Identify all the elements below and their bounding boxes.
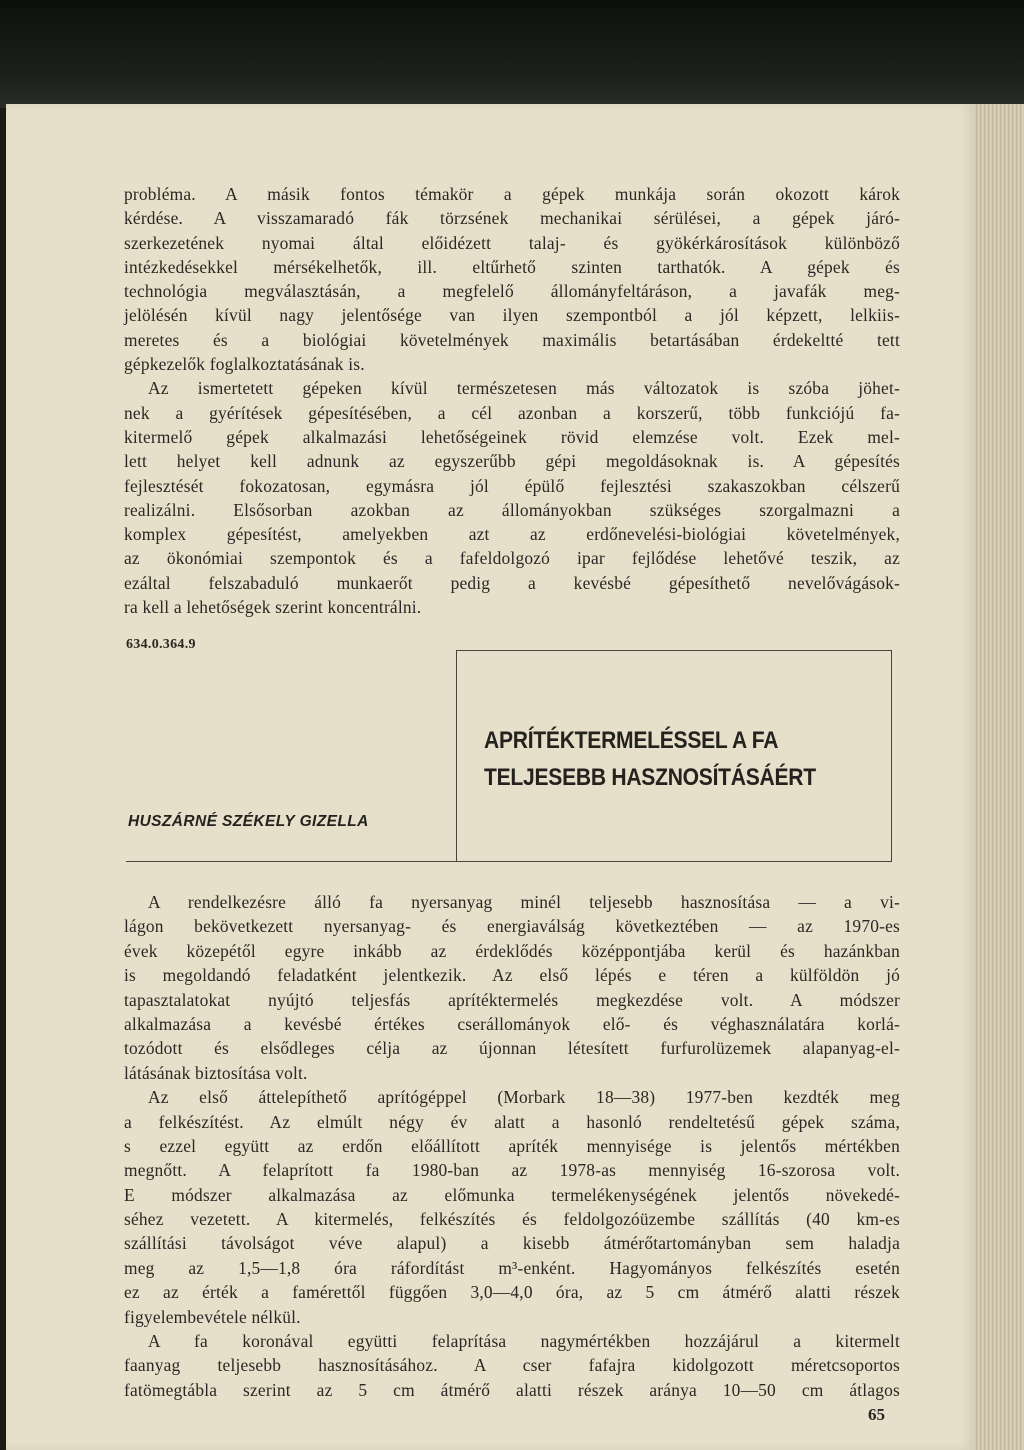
text-line: a felkészítést. Az elmúlt négy év alatt a hasonló rendeltetésű gépek száma,: [124, 1111, 900, 1132]
text-line: lágon bekövetkezett nyersanyag- és energiaválság következtében — az 1970-es: [124, 916, 900, 937]
text-line: A rendelkezésre álló fa nyersanyag minél teljesebb hasznosítása — a vi-: [148, 892, 900, 912]
text-line: évek közepétől egyre inkább az érdeklődés középpontjába kerül és hazánkban: [124, 940, 900, 961]
top-paragraphs: [124, 182, 900, 619]
text-line: technológia megválasztásán, a megfelelő állományfeltáráson, a javafák meg-: [124, 281, 900, 302]
text-line: figyelembevétele nélkül.: [124, 1306, 301, 1327]
text-line: tozódott és elsődleges célja az újonnan létesített furfurolüzemek alapanyag-el-: [124, 1038, 900, 1059]
text-line: fejlesztését fokozatosan, egymásra jól épülő fejlesztési szakaszokban célszerű: [124, 475, 900, 496]
text-line: nek a gyérítések gépesítésében, a cél azonban a korszerű, több funkciójú fa-: [124, 402, 900, 423]
article-title-line-1: APRÍTÉKTERMELÉSSEL A FA: [484, 727, 779, 754]
title-box-left-rule: [456, 650, 457, 862]
text-line: fatömegtábla szerint az 5 cm átmérő alatti részek aránya 10—50 cm átlagos: [124, 1379, 900, 1400]
text-line: s ezzel együtt az erdőn előállított apríték mennyisége is jelentős mértékben: [124, 1135, 900, 1156]
text-line: E módszer alkalmazása az előmunka termelékenységének jelentős növekedé-: [124, 1184, 900, 1205]
text-line: alkalmazása a kevésbé értékes cserállományok elő- és véghasználatára korlá-: [124, 1013, 900, 1034]
text-line: meretes és a biológiai követelmények maximális betartásában érdekeltté tett: [124, 329, 900, 350]
page-edges: [974, 104, 1024, 1450]
header-bottom-rule: [126, 861, 892, 862]
classification-code: 634.0.364.9: [126, 637, 196, 652]
title-box-top-rule: [456, 650, 892, 651]
text-line: kérdése. A visszamaradó fák törzsének mechanikai sérülései, a gépek járó-: [124, 208, 900, 229]
article-title-line-2: TELJESEBB HASZNOSÍTÁSÁÉRT: [484, 764, 816, 791]
text-line: az ökonómiai szempontok és a fafeldolgozó ipar fejlődése lehetővé teszik, az: [124, 548, 900, 569]
text-line: Az ismertetett gépeken kívül természetesen más változatok is szóba jöhet-: [148, 378, 900, 399]
text-line: ra kell a lehetőségek szerint koncentrálni.: [124, 597, 422, 618]
text-line: A fa koronával együtti felaprítása nagymértékben hozzájárul a kitermelt: [148, 1331, 900, 1352]
author-name: HUSZÁRNÉ SZÉKELY GIZELLA: [128, 813, 369, 830]
text-line: meg az 1,5—1,8 óra ráfordítást m³-enként. Hagyományos felkészítés esetén: [124, 1257, 900, 1278]
text-line: megnőtt. A felaprított fa 1980-ban az 1978-as mennyiség 16-szorosa volt.: [124, 1160, 900, 1181]
text-line: szállítási távolságot véve alapul) a kisebb átmérőtartományban sem haladja: [124, 1233, 900, 1254]
text-line: komplex gépesítést, amelyekben azt az erdőnevelési-biológiai követelmények,: [124, 524, 900, 545]
page-number: 65: [868, 1405, 885, 1424]
article-title: [484, 722, 816, 796]
article-body: [124, 890, 900, 1402]
text-line: realizálni. Elsősorban azokban az állományokban szükséges szorgalmazni a: [124, 499, 900, 520]
text-line: intézkedésekkel mérsékelhetők, ill. eltűrhető szinten tarthatók. A gépek és: [124, 256, 900, 277]
text-line: séhez vezetett. A kitermelés, felkészítés és feldolgozóüzembe szállítás (40 km-es: [124, 1209, 900, 1230]
text-line: is megoldandó feladatként jelentkezik. Az első lépés e téren a külföldön jó: [124, 965, 900, 986]
text-line: lett helyet kell adnunk az egyszerűbb gépi megoldásoknak is. A gépesítés: [124, 451, 900, 472]
text-line: ezáltal felszabaduló munkaerőt pedig a kevésbé gépesíthető nevelővágások-: [124, 572, 900, 593]
dark-background-top: [0, 0, 1024, 108]
text-line: faanyag teljesebb hasznosításához. A cser fafajra kidolgozott méretcsoportos: [124, 1355, 900, 1376]
text-line: szerkezetének nyomai által előidézett talaj- és gyökérkárosítások különböző: [124, 232, 900, 253]
text-line: tapasztalatokat nyújtó teljesfás aprítéktermelés megkezdése volt. A módszer: [124, 989, 900, 1010]
text-line: kitermelő gépek alkalmazási lehetőségeinek rövid elemzése volt. Ezek mel-: [124, 426, 900, 447]
text-line: gépkezelők foglalkoztatásának is.: [124, 354, 365, 375]
text-line: ez az érték a famérettől függően 3,0—4,0 óra, az 5 cm átmérő alatti részek: [124, 1282, 900, 1303]
text-line: látásának biztosítása volt.: [124, 1062, 308, 1083]
title-box-right-rule: [891, 650, 892, 862]
text-line: probléma. A másik fontos témakör a gépek munkája során okozott károk: [124, 184, 900, 204]
text-line: Az első áttelepíthető aprítógéppel (Morbark 18—38) 1977-ben kezdték meg: [148, 1087, 900, 1108]
text-line: jelölésén kívül nagy jelentősége van ilyen szempontból a jól képzett, lelkiis-: [124, 305, 900, 326]
